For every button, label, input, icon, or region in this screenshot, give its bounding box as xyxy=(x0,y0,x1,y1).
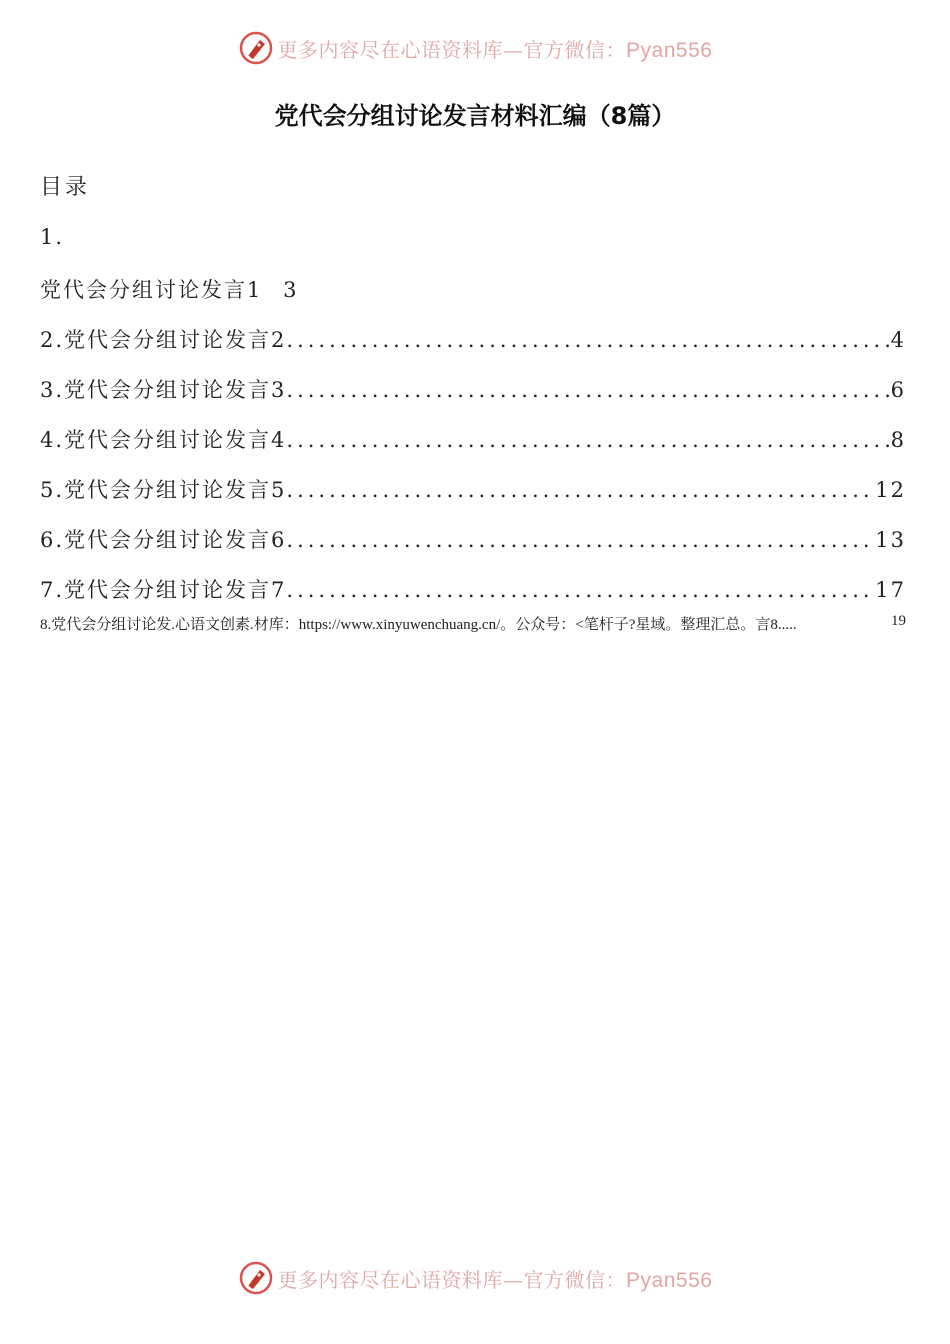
header-watermark xyxy=(0,28,950,68)
toc-entry-page: 13 xyxy=(875,528,906,552)
toc-leader xyxy=(286,378,888,402)
toc-leader xyxy=(286,528,873,552)
toc-entry-5[interactable] xyxy=(40,474,906,504)
toc-leader xyxy=(286,578,873,602)
toc-entry-page: 19 xyxy=(891,613,906,629)
toc-entry-7[interactable] xyxy=(40,574,906,604)
toc-entry-label: 3.党代会分组讨论发言3 xyxy=(40,378,287,402)
toc-entry-label: 4.党代会分组讨论发言4 xyxy=(40,428,287,452)
document-title: 党代会分组讨论发言材料汇编（8篇） xyxy=(274,102,676,130)
toc-entry-6[interactable] xyxy=(40,524,906,554)
watermark-id: Pyan556 xyxy=(626,1268,713,1292)
toc-entry-3[interactable] xyxy=(40,374,906,404)
toc-entry-page: 6 xyxy=(890,378,906,402)
toc-entry-page: 17 xyxy=(875,578,906,602)
toc-entry-label: 党代会分组讨论发言1 xyxy=(40,278,263,302)
toc-entry-label: 8.党代会分组讨论发.心语文创素.材库：https://www.xinyuwenchuang.cn/。公众号：<笔杆子?星域。整理汇总。言8..... xyxy=(40,617,797,633)
toc-entry-label: 6.党代会分组讨论发言6 xyxy=(40,528,287,552)
toc-leader xyxy=(286,428,888,452)
toc-entry-2[interactable] xyxy=(40,324,906,354)
pen-nib-icon xyxy=(238,30,274,66)
footer-watermark xyxy=(0,1258,950,1298)
toc-entry-page: 12 xyxy=(875,478,906,502)
watermark-text: 更多内容尽在心语资料库—官方微信：Pyan556 xyxy=(277,1267,713,1292)
toc-entry-8[interactable] xyxy=(40,613,906,634)
toc-entry-page: 3 xyxy=(283,278,299,302)
toc-heading: 目录 xyxy=(40,175,91,200)
watermark-text: 更多内容尽在心语资料库—官方微信：Pyan556 xyxy=(277,37,713,62)
pen-nib-icon xyxy=(238,1260,274,1296)
toc-leader xyxy=(286,478,873,502)
toc-entry-page: 8 xyxy=(890,428,906,452)
toc-entry-4[interactable] xyxy=(40,424,906,454)
toc-entry-label: 7.党代会分组讨论发言7 xyxy=(40,578,287,602)
toc-entry-label: 2.党代会分组讨论发言2 xyxy=(40,328,287,352)
toc-entry-label: 5.党代会分组讨论发言5 xyxy=(40,478,287,502)
toc-first-number: 1. xyxy=(40,225,65,249)
toc-leader xyxy=(286,328,888,352)
toc-entry-page: 4 xyxy=(890,328,906,352)
watermark-id: Pyan556 xyxy=(626,38,713,62)
toc-entry-1[interactable] xyxy=(40,274,906,304)
